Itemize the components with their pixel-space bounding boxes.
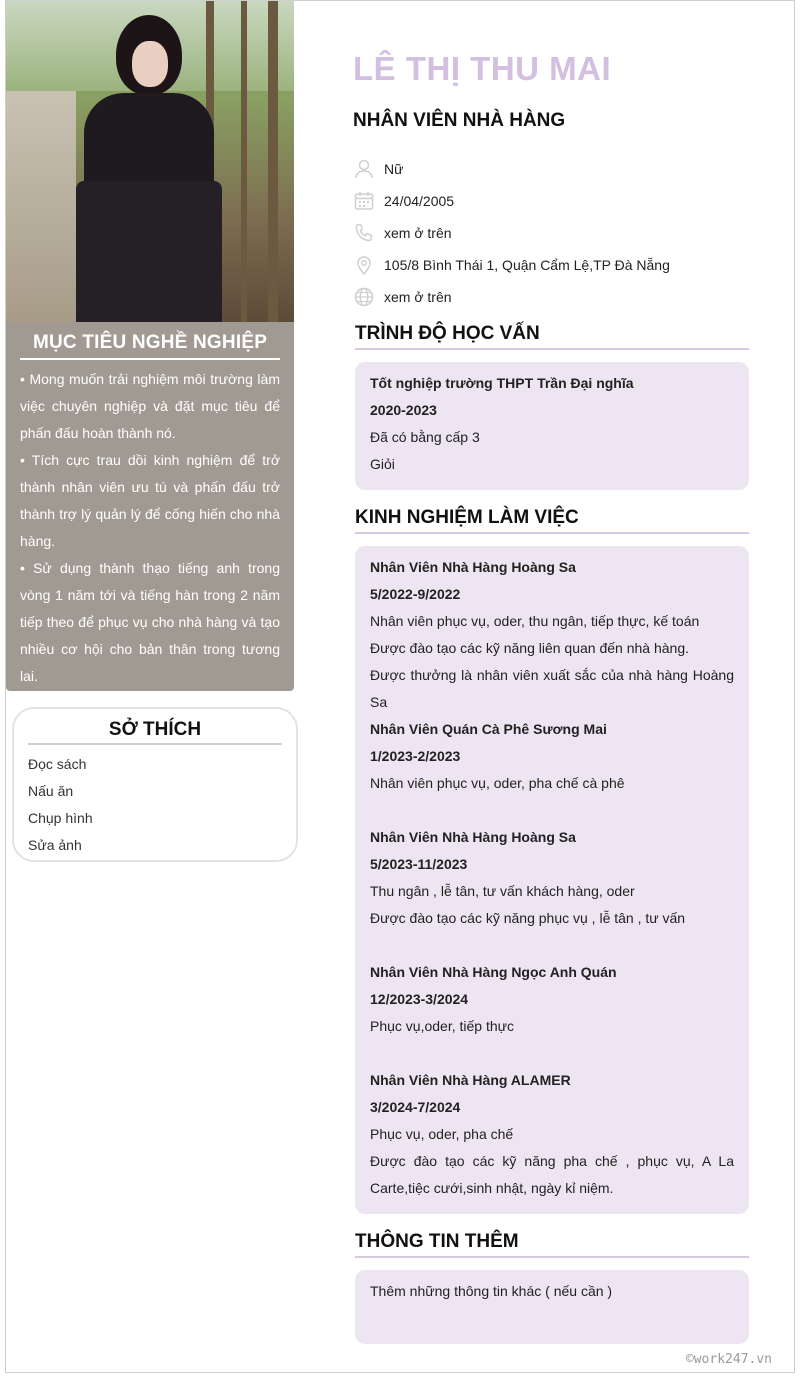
objective-item: • Tích cực trau dồi kinh nghiệm để trở thành nhân viên ưu tú và phấn đấu trở thành trợ lý quản lý để cống hiến cho nhà hàng. (20, 452, 280, 549)
experience-title: KINH NGHIỆM LÀM VIỆC (355, 507, 749, 534)
education-line: Đã có bằng cấp 3 (370, 429, 480, 445)
job-line: Nhân viên phục vụ, oder, thu ngân, tiếp thực, kế toán (370, 613, 700, 629)
job-period: 12/2023-3/2024 (370, 991, 469, 1007)
job-line: Được đào tạo các kỹ năng pha chế , phục vụ, A La Carte,tiệc cưới,sinh nhật, ngày kỉ niệm. (370, 1153, 734, 1196)
location-pin-icon (353, 254, 375, 276)
job-title: NHÂN VIÊN NHÀ HÀNG (353, 110, 566, 131)
education-period: 2020-2023 (370, 402, 437, 418)
job-line: Thu ngân , lễ tân, tư vấn khách hàng, oder (370, 883, 635, 899)
job-line: Được đào tạo các kỹ năng liên quan đến nhà hàng. (370, 640, 689, 656)
hobby-item: Chụp hình (28, 810, 93, 826)
additional-info-text: Thêm những thông tin khác ( nếu cần ) (370, 1283, 613, 1299)
job-company: Nhân Viên Nhà Hàng Ngọc Anh Quán (370, 964, 617, 980)
job-period: 1/2023-2/2023 (370, 748, 461, 764)
watermark: ©work247.vn (685, 1352, 772, 1367)
school-name: Tốt nghiệp trường THPT Trần Đại nghĩa (370, 375, 634, 391)
job-line: Được thưởng là nhân viên xuất sắc của nhà hàng Hoàng Sa (370, 667, 734, 710)
job-period: 5/2023-11/2023 (370, 856, 468, 872)
job-period: 5/2022-9/2022 (370, 586, 461, 602)
candidate-name: LÊ THỊ THU MAI (353, 50, 612, 87)
gender-value: Nữ (384, 161, 404, 177)
globe-icon (353, 286, 375, 308)
hobbies-title: SỞ THÍCH (28, 719, 282, 745)
job-line: Được đào tạo các kỹ năng phục vụ , lễ tân , tư vấn (370, 910, 686, 926)
hobby-item: Nấu ăn (28, 783, 74, 799)
job-line: Nhân viên phục vụ, oder, pha chế cà phê (370, 775, 625, 791)
contact-gender (353, 153, 753, 185)
hobby-item: Đọc sách (28, 756, 87, 772)
job-line: Phục vụ,oder, tiếp thực (370, 1018, 515, 1034)
calendar-icon (353, 190, 375, 212)
hobby-item: Sửa ảnh (28, 837, 82, 853)
job-company: Nhân Viên Quán Cà Phê Sương Mai (370, 721, 607, 737)
job-company: Nhân Viên Nhà Hàng Hoàng Sa (370, 559, 576, 575)
contact-info (353, 153, 753, 313)
education-title: TRÌNH ĐỘ HỌC VẤN (355, 323, 749, 350)
job-period: 3/2024-7/2024 (370, 1099, 461, 1115)
objective-item: • Sử dụng thành thạo tiếng anh trong vòng 1 năm tới và tiếng hàn trong 2 năm tiếp theo để phục vụ cho nhà hàng và tạo nhiều cơ hội cho bản thân trong tương lai. (20, 560, 280, 684)
address-value: 105/8 Bình Thái 1, Quận Cẩm Lệ,TP Đà Nẵng (384, 257, 670, 273)
education-box (355, 362, 749, 490)
contact-phone (353, 217, 753, 249)
contact-dob (353, 185, 753, 217)
contact-website (353, 281, 753, 313)
website-value: xem ở trên (384, 289, 452, 305)
job-line: Phục vụ, oder, pha chế (370, 1126, 514, 1142)
experience-box (355, 546, 749, 1214)
objective-item: • Mong muốn trải nghiệm môi trường làm việc chuyên nghiệp và đặt mục tiêu để phấn đấu hoàn thành nó. (20, 371, 280, 441)
additional-info-title: THÔNG TIN THÊM (355, 1231, 749, 1258)
profile-photo (6, 1, 294, 322)
career-objective-title: MỤC TIÊU NGHỀ NGHIỆP (20, 332, 280, 360)
additional-info-box (355, 1270, 749, 1344)
job-company: Nhân Viên Nhà Hàng ALAMER (370, 1072, 571, 1088)
contact-address (353, 249, 753, 281)
dob-value: 24/04/2005 (384, 193, 455, 209)
career-objective-section (6, 322, 294, 691)
job-company: Nhân Viên Nhà Hàng Hoàng Sa (370, 829, 576, 845)
hobbies-section (12, 707, 298, 862)
education-line: Giỏi (370, 456, 395, 472)
phone-value: xem ở trên (384, 225, 452, 241)
user-icon (353, 158, 375, 180)
phone-icon (353, 222, 375, 244)
